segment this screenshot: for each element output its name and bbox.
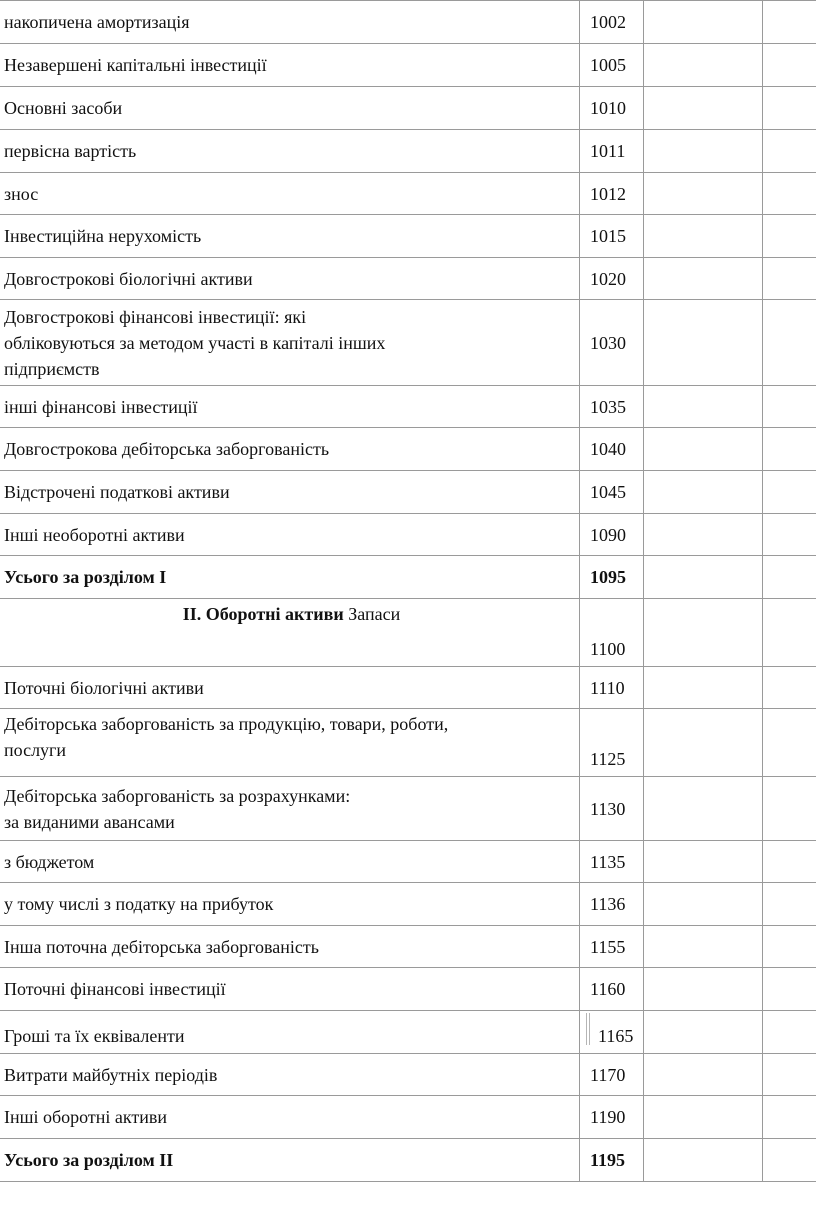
row-label-line: Дебіторська заборгованість за розрахунками: <box>4 785 351 806</box>
row-label: Довгострокові біологічні активи <box>0 258 580 300</box>
value-cell-current <box>644 215 763 258</box>
section-subtitle: Запаси <box>343 604 401 624</box>
table-row-total <box>0 556 816 599</box>
row-code: 1011 <box>580 130 644 173</box>
value-cell-prior <box>763 709 816 777</box>
double-rule-mark <box>586 1013 587 1045</box>
row-label: Інші оборотні активи <box>0 1096 580 1139</box>
table-row <box>0 173 816 215</box>
row-code: 1160 <box>580 968 644 1011</box>
value-cell-current <box>644 386 763 428</box>
row-label: Незавершені капітальні інвестиції <box>0 44 580 87</box>
value-cell-current <box>644 968 763 1011</box>
value-cell-prior <box>763 1011 816 1054</box>
value-cell-prior <box>763 471 816 514</box>
table-row <box>0 1 816 44</box>
value-cell-current <box>644 777 763 841</box>
table-row <box>0 709 816 777</box>
value-cell-current <box>644 471 763 514</box>
row-label: накопичена амортизація <box>0 1 580 44</box>
value-cell-prior <box>763 428 816 471</box>
row-label: Основні засоби <box>0 87 580 130</box>
table-row <box>0 1054 816 1096</box>
row-label: інші фінансові інвестиції <box>0 386 580 428</box>
table-row <box>0 130 816 173</box>
value-cell-current <box>644 667 763 709</box>
value-cell-prior <box>763 556 816 599</box>
row-label-line: за виданими авансами <box>4 811 175 832</box>
row-label <box>0 300 580 386</box>
value-cell-current <box>644 926 763 968</box>
value-cell-current <box>644 709 763 777</box>
table-row <box>0 841 816 883</box>
table-row <box>0 514 816 556</box>
row-code <box>580 1011 644 1054</box>
row-code: 1010 <box>580 87 644 130</box>
value-cell-prior <box>763 44 816 87</box>
value-cell-current <box>644 1 763 44</box>
row-label: у тому числі з податку на прибуток <box>0 883 580 926</box>
table-row <box>0 44 816 87</box>
row-code: 1015 <box>580 215 644 258</box>
table-row-total <box>0 1139 816 1182</box>
value-cell-current <box>644 173 763 215</box>
value-cell-prior <box>763 667 816 709</box>
table-row <box>0 258 816 300</box>
table-row <box>0 883 816 926</box>
row-label: первісна вартість <box>0 130 580 173</box>
row-code: 1002 <box>580 1 644 44</box>
value-cell-prior <box>763 173 816 215</box>
row-label-line: Дебіторська заборгованість за продукцію, товари, роботи, <box>4 714 449 734</box>
value-cell-current <box>644 841 763 883</box>
value-cell-current <box>644 556 763 599</box>
row-code: 1170 <box>580 1054 644 1096</box>
double-rule-mark <box>589 1013 590 1045</box>
row-label: Інші необоротні активи <box>0 514 580 556</box>
value-cell-current <box>644 1096 763 1139</box>
table-row <box>0 471 816 514</box>
value-cell-current <box>644 599 763 667</box>
table-row <box>0 386 816 428</box>
value-cell-prior <box>763 926 816 968</box>
row-label: Відстрочені податкові активи <box>0 471 580 514</box>
value-cell-current <box>644 87 763 130</box>
value-cell-current <box>644 883 763 926</box>
table-row <box>0 87 816 130</box>
value-cell-current <box>644 1011 763 1054</box>
value-cell-prior <box>763 130 816 173</box>
value-cell-prior <box>763 87 816 130</box>
row-label-line: послуги <box>4 740 67 760</box>
row-label-line: підприємств <box>4 358 100 379</box>
row-label: Поточні біологічні активи <box>0 667 580 709</box>
table-row <box>0 215 816 258</box>
row-label-line: Довгострокові фінансові інвестиції: які <box>4 306 307 327</box>
row-code: 1040 <box>580 428 644 471</box>
row-label: Інвестиційна нерухомість <box>0 215 580 258</box>
row-label-line: обліковуються за методом участі в капіталі інших <box>4 332 386 353</box>
row-label: Гроші та їх еквіваленти <box>0 1011 580 1054</box>
value-cell-prior <box>763 215 816 258</box>
value-cell-prior <box>763 968 816 1011</box>
value-cell-current <box>644 1139 763 1182</box>
value-cell-current <box>644 514 763 556</box>
table-row <box>0 428 816 471</box>
value-cell-prior <box>763 1139 816 1182</box>
value-cell-prior <box>763 514 816 556</box>
row-code: 1045 <box>580 471 644 514</box>
value-cell-current <box>644 428 763 471</box>
value-cell-prior <box>763 777 816 841</box>
row-code: 1012 <box>580 173 644 215</box>
value-cell-current <box>644 130 763 173</box>
row-label: знос <box>0 173 580 215</box>
value-cell-prior <box>763 1 816 44</box>
value-cell-prior <box>763 300 816 386</box>
table-row <box>0 300 816 386</box>
row-code: 1005 <box>580 44 644 87</box>
section-header-row <box>0 599 816 667</box>
section-heading <box>0 599 580 667</box>
row-code: 1130 <box>580 777 644 841</box>
row-label: Витрати майбутніх періодів <box>0 1054 580 1096</box>
value-cell-current <box>644 1054 763 1096</box>
value-cell-prior <box>763 841 816 883</box>
row-label: Усього за розділом II <box>0 1139 580 1182</box>
row-code: 1135 <box>580 841 644 883</box>
table-row <box>0 1011 816 1054</box>
row-label: Довгострокова дебіторська заборгованість <box>0 428 580 471</box>
table-row <box>0 968 816 1011</box>
row-code: 1125 <box>580 709 644 777</box>
row-label <box>0 709 580 777</box>
table-row <box>0 1096 816 1139</box>
value-cell-prior <box>763 883 816 926</box>
value-cell-prior <box>763 1096 816 1139</box>
row-code: 1030 <box>580 300 644 386</box>
row-code: 1136 <box>580 883 644 926</box>
value-cell-prior <box>763 599 816 667</box>
row-code: 1190 <box>580 1096 644 1139</box>
value-cell-current <box>644 44 763 87</box>
value-cell-prior <box>763 1054 816 1096</box>
row-code: 1100 <box>580 599 644 667</box>
row-code-value: 1165 <box>598 1026 634 1046</box>
value-cell-current <box>644 300 763 386</box>
table-row <box>0 926 816 968</box>
row-code: 1095 <box>580 556 644 599</box>
row-code: 1020 <box>580 258 644 300</box>
row-code: 1090 <box>580 514 644 556</box>
row-label <box>0 777 580 841</box>
table-row <box>0 777 816 841</box>
row-label: Інша поточна дебіторська заборгованість <box>0 926 580 968</box>
table-row <box>0 667 816 709</box>
value-cell-prior <box>763 258 816 300</box>
row-label: з бюджетом <box>0 841 580 883</box>
row-label: Поточні фінансові інвестиції <box>0 968 580 1011</box>
row-code: 1035 <box>580 386 644 428</box>
value-cell-prior <box>763 386 816 428</box>
section-title: II. Оборотні активи <box>182 604 344 624</box>
value-cell-current <box>644 258 763 300</box>
row-code: 1155 <box>580 926 644 968</box>
row-code: 1195 <box>580 1139 644 1182</box>
row-code: 1110 <box>580 667 644 709</box>
row-label: Усього за розділом I <box>0 556 580 599</box>
